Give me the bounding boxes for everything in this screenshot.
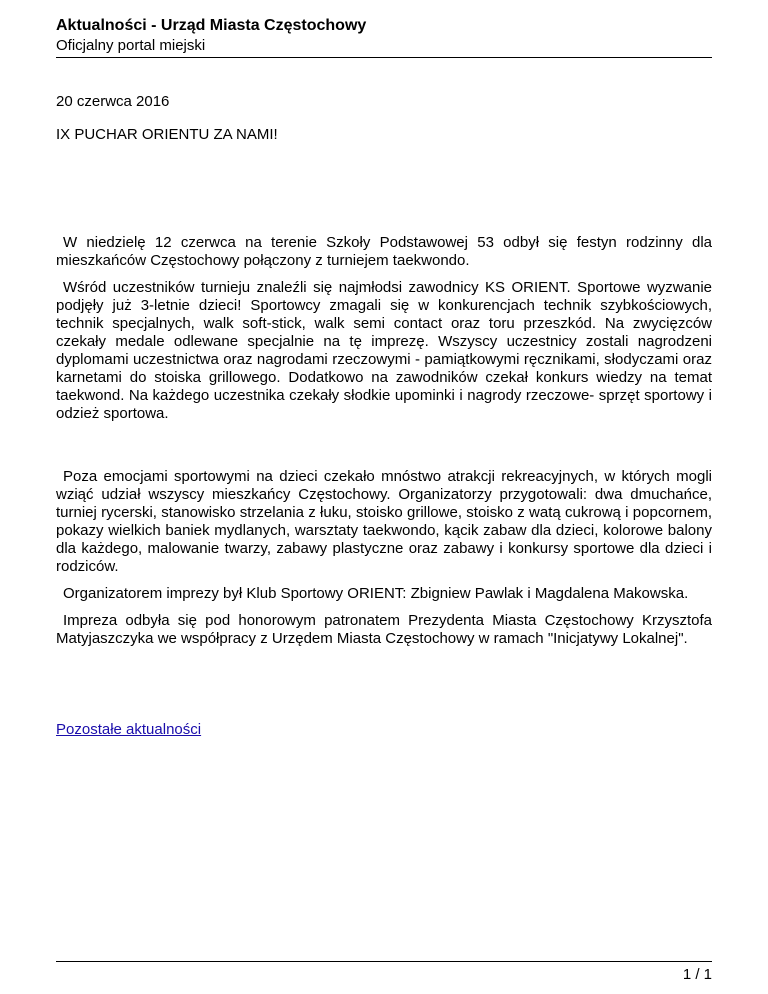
article-paragraph: W niedzielę 12 czerwca na terenie Szkoły Podstawowej 53 odbył się festyn rodzinny dla mieszkańców Częstochowy połączony z turniejem taekwondo. — [56, 234, 712, 269]
article-headline: IX PUCHAR ORIENTU ZA NAMI! — [56, 126, 278, 143]
header-divider — [56, 57, 712, 58]
more-news-link[interactable]: Pozostałe aktualności — [56, 721, 202, 738]
article — [56, 93, 712, 739]
page-header — [56, 16, 712, 55]
page-number: 1 / 1 — [682, 966, 712, 983]
article-paragraph: Organizatorem imprezy był Klub Sportowy ORIENT: Zbigniew Pawlak i Magdalena Makowska. — [63, 585, 689, 602]
site-subtitle: Oficjalny portal miejski — [56, 37, 206, 54]
article-date: 20 czerwca 2016 — [56, 93, 170, 110]
article-paragraph: Poza emocjami sportowymi na dzieci czekało mnóstwo atrakcji rekreacyjnych, w których mogli wziąć udział wszyscy mieszkańcy Częstochowy. Organizatorzy przygotowali: dwa dmuchańce, turniej rycerski, stanowisko strzelania z łuku, stoisko grillowe, stoisko z watą cukrową i popcornem, pokazy wielkich baniek mydlanych, warsztaty taekwondo, kącik zabaw dla dzieci, kolorowe balony dla każdego, malowanie twarzy, zabawy plastyczne oraz zabawy i konkursy sportowe dla dzieci i rodziców. — [56, 468, 712, 575]
article-paragraph: Wśród uczestników turnieju znaleźli się najmłodsi zawodnicy KS ORIENT. Sportowe wyzwanie podjęły już 3-letnie dzieci! Sportowcy zmagali się w konkurencjach technik szybkościowych, technik specjalnych, walk soft-stick, walk semi contact oraz toru przeszkód. Na zwycięzców czekały medale odlewane specjalnie na tę imprezę. Wszyscy uczestnicy zostali nagrodzeni dyplomami uczestnictwa oraz nagrodami rzeczowymi - pamiątkowymi ręcznikami, słodyczami oraz karnetami do stoiska grillowego. Dodatkowo na zawodników czekał konkurs wiedzy na temat taekwond. Na każdego uczestnika czekały słodkie upominki i nagrody rzeczowe- sprzęt sportowy i odzież sportowa. — [56, 279, 712, 422]
footer-divider — [56, 961, 712, 962]
site-title: Aktualności - Urząd Miasta Częstochowy — [56, 17, 367, 34]
article-paragraph: Impreza odbyła się pod honorowym patronatem Prezydenta Miasta Częstochowy Krzysztofa Matyjaszczyka we współpracy z Urzędem Miasta Częstochowy w ramach "Inicjatywy Lokalnej". — [56, 612, 712, 647]
